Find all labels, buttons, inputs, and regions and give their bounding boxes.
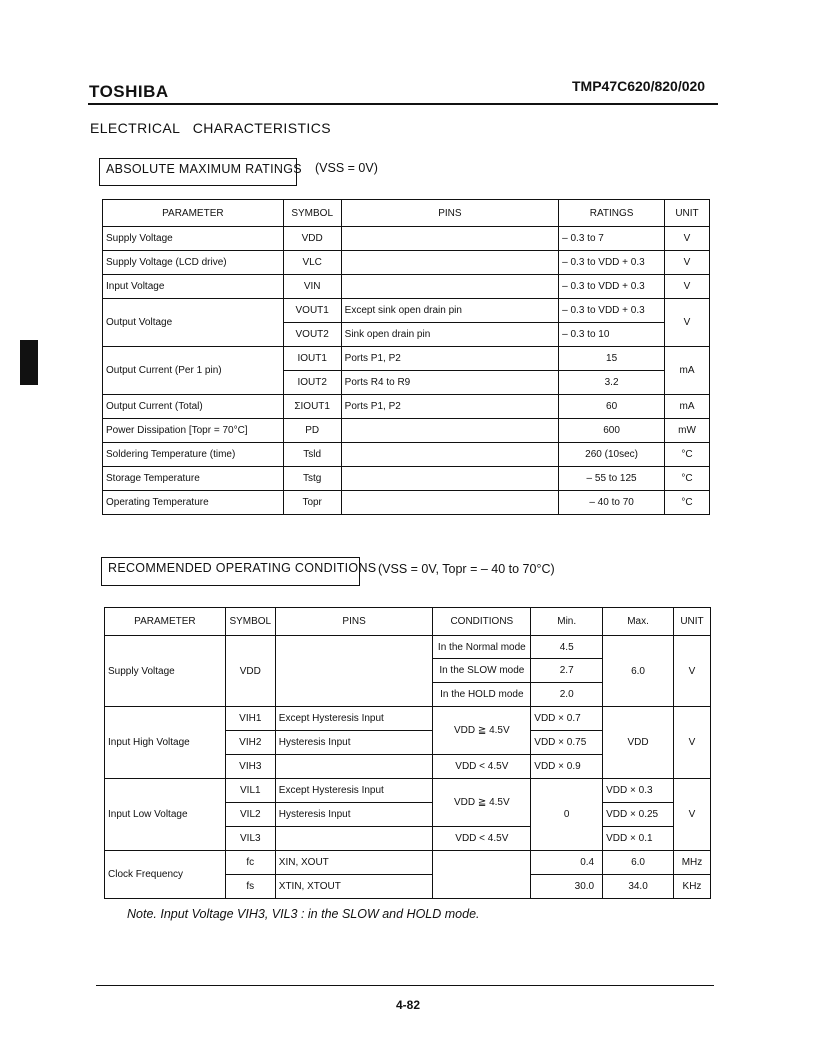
cell-pins [341, 275, 559, 299]
cell-ratings: – 55 to 125 [559, 467, 665, 491]
table-row [103, 467, 710, 491]
table-row [105, 779, 711, 803]
cell-parameter: Supply Voltage (LCD drive) [103, 251, 284, 275]
cell-max: 34.0 [603, 875, 674, 899]
cell-parameter: Input High Voltage [105, 707, 226, 779]
footnote: Note. Input Voltage VIH3, VIL3 : in the SLOW and HOLD mode. [127, 907, 480, 921]
cell-unit: V [665, 275, 710, 299]
cell-pins: Except Hysteresis Input [275, 707, 433, 731]
cell-ratings: 60 [559, 395, 665, 419]
cell-pins: Sink open drain pin [341, 323, 559, 347]
cell-symbol: Tstg [283, 467, 341, 491]
cell-symbol: VDD [225, 636, 275, 707]
rec-op-label-text: RECOMMENDED OPERATING CONDITIONS [108, 561, 377, 575]
cell-ratings: – 0.3 to 7 [559, 227, 665, 251]
col-header: PARAMETER [105, 608, 226, 636]
cell-pins [275, 827, 433, 851]
rec-op-condition: (VSS = 0V, Topr = – 40 to 70°C) [378, 562, 555, 576]
cell-unit: mA [665, 347, 710, 395]
cell-min: 2.0 [531, 683, 603, 707]
footer-rule [96, 985, 714, 986]
cell-pins: Except sink open drain pin [341, 299, 559, 323]
cell-symbol: VIH1 [225, 707, 275, 731]
cell-symbol: VIN [283, 275, 341, 299]
cell-condition: VDD < 4.5V [433, 755, 531, 779]
cell-symbol: VOUT1 [283, 299, 341, 323]
cell-parameter: Output Current (Total) [103, 395, 284, 419]
cell-ratings: – 0.3 to 10 [559, 323, 665, 347]
cell-symbol: VIL2 [225, 803, 275, 827]
page-number: 4-82 [395, 998, 421, 1012]
abs-max-condition: (VSS = 0V) [315, 161, 378, 175]
section-tab-marker [20, 340, 38, 385]
abs-max-table [102, 199, 710, 515]
rec-op-label [101, 557, 377, 586]
col-header: SYMBOL [283, 200, 341, 227]
cell-max: 6.0 [603, 636, 674, 707]
cell-parameter: Operating Temperature [103, 491, 284, 515]
cell-min: VDD × 0.7 [531, 707, 603, 731]
cell-parameter: Storage Temperature [103, 467, 284, 491]
col-header: UNIT [673, 608, 710, 636]
cell-pins: Hysteresis Input [275, 731, 433, 755]
cell-min: VDD × 0.9 [531, 755, 603, 779]
cell-ratings: 3.2 [559, 371, 665, 395]
col-header: UNIT [665, 200, 710, 227]
cell-max: VDD × 0.3 [603, 779, 674, 803]
cell-unit: °C [665, 467, 710, 491]
cell-min: 0 [531, 779, 603, 851]
cell-unit: KHz [673, 875, 710, 899]
col-header: RATINGS [559, 200, 665, 227]
table-row [103, 347, 710, 371]
header-rule [88, 103, 718, 105]
cell-condition: VDD ≧ 4.5V [433, 707, 531, 755]
cell-min: 30.0 [531, 875, 603, 899]
cell-unit: V [673, 636, 710, 707]
cell-symbol: Topr [283, 491, 341, 515]
cell-unit: mA [665, 395, 710, 419]
cell-min: 0.4 [531, 851, 603, 875]
cell-parameter: Power Dissipation [Topr = 70°C] [103, 419, 284, 443]
cell-pins: XIN, XOUT [275, 851, 433, 875]
cell-pins [275, 636, 433, 707]
cell-unit: V [665, 251, 710, 275]
cell-symbol: fc [225, 851, 275, 875]
cell-symbol: ΣIOUT1 [283, 395, 341, 419]
cell-symbol: VIH2 [225, 731, 275, 755]
col-header: PINS [275, 608, 433, 636]
cell-pins: Hysteresis Input [275, 803, 433, 827]
table-row [105, 851, 711, 875]
table-row [105, 707, 711, 731]
brand-logo: TOSHIBA [89, 82, 169, 101]
cell-ratings: – 0.3 to VDD + 0.3 [559, 251, 665, 275]
table-row [103, 419, 710, 443]
table-row [103, 395, 710, 419]
cell-parameter: Output Current (Per 1 pin) [103, 347, 284, 395]
cell-unit: °C [665, 443, 710, 467]
cell-parameter: Output Voltage [103, 299, 284, 347]
cell-parameter: Supply Voltage [103, 227, 284, 251]
cell-pins [341, 491, 559, 515]
col-header: Min. [531, 608, 603, 636]
col-header: CONDITIONS [433, 608, 531, 636]
cell-symbol: IOUT2 [283, 371, 341, 395]
cell-unit: MHz [673, 851, 710, 875]
cell-symbol: VLC [283, 251, 341, 275]
cell-max: VDD × 0.25 [603, 803, 674, 827]
table-header-row [103, 200, 710, 227]
cell-unit: mW [665, 419, 710, 443]
cell-pins: Except Hysteresis Input [275, 779, 433, 803]
cell-condition: In the Normal mode [433, 636, 531, 659]
col-header: Max. [603, 608, 674, 636]
cell-parameter: Supply Voltage [105, 636, 226, 707]
cell-parameter: Input Low Voltage [105, 779, 226, 851]
cell-symbol: PD [283, 419, 341, 443]
table-row [103, 299, 710, 323]
cell-symbol: VDD [283, 227, 341, 251]
cell-ratings: – 40 to 70 [559, 491, 665, 515]
cell-ratings: 15 [559, 347, 665, 371]
cell-condition: In the HOLD mode [433, 683, 531, 707]
cell-symbol: VIH3 [225, 755, 275, 779]
section-title: ELECTRICAL CHARACTERISTICS [90, 120, 331, 136]
cell-ratings: 260 (10sec) [559, 443, 665, 467]
cell-unit: V [673, 779, 710, 851]
cell-condition: VDD ≧ 4.5V [433, 779, 531, 827]
cell-pins: Ports P1, P2 [341, 347, 559, 371]
cell-unit: °C [665, 491, 710, 515]
cell-pins [341, 227, 559, 251]
cell-pins [275, 755, 433, 779]
cell-symbol: fs [225, 875, 275, 899]
table-row [105, 636, 711, 659]
cell-symbol: VOUT2 [283, 323, 341, 347]
cell-pins: Ports R4 to R9 [341, 371, 559, 395]
cell-symbol: VIL1 [225, 779, 275, 803]
abs-max-label-text: ABSOLUTE MAXIMUM RATINGS [106, 162, 302, 176]
cell-condition: In the SLOW mode [433, 659, 531, 683]
cell-ratings: – 0.3 to VDD + 0.3 [559, 275, 665, 299]
cell-symbol: Tsld [283, 443, 341, 467]
col-header: PARAMETER [103, 200, 284, 227]
cell-pins [341, 419, 559, 443]
cell-condition [433, 851, 531, 899]
rec-op-table [104, 607, 711, 899]
table-row [103, 251, 710, 275]
cell-min: VDD × 0.75 [531, 731, 603, 755]
cell-pins [341, 443, 559, 467]
cell-unit: V [665, 299, 710, 347]
col-header: SYMBOL [225, 608, 275, 636]
cell-parameter: Clock Frequency [105, 851, 226, 899]
cell-min: 4.5 [531, 636, 603, 659]
cell-parameter: Input Voltage [103, 275, 284, 299]
cell-symbol: VIL3 [225, 827, 275, 851]
cell-pins: XTIN, XTOUT [275, 875, 433, 899]
cell-ratings: 600 [559, 419, 665, 443]
cell-unit: V [665, 227, 710, 251]
cell-max: VDD × 0.1 [603, 827, 674, 851]
cell-parameter: Soldering Temperature (time) [103, 443, 284, 467]
cell-pins: Ports P1, P2 [341, 395, 559, 419]
abs-max-label [99, 158, 302, 186]
cell-pins [341, 467, 559, 491]
cell-pins [341, 251, 559, 275]
cell-symbol: IOUT1 [283, 347, 341, 371]
cell-max: VDD [603, 707, 674, 779]
cell-min: 2.7 [531, 659, 603, 683]
table-row [103, 443, 710, 467]
cell-condition: VDD < 4.5V [433, 827, 531, 851]
cell-ratings: – 0.3 to VDD + 0.3 [559, 299, 665, 323]
table-header-row [105, 608, 711, 636]
cell-max: 6.0 [603, 851, 674, 875]
col-header: PINS [341, 200, 559, 227]
table-row [103, 491, 710, 515]
cell-unit: V [673, 707, 710, 779]
part-number: TMP47C620/820/020 [572, 78, 706, 94]
table-row [103, 275, 710, 299]
table-row [103, 227, 710, 251]
